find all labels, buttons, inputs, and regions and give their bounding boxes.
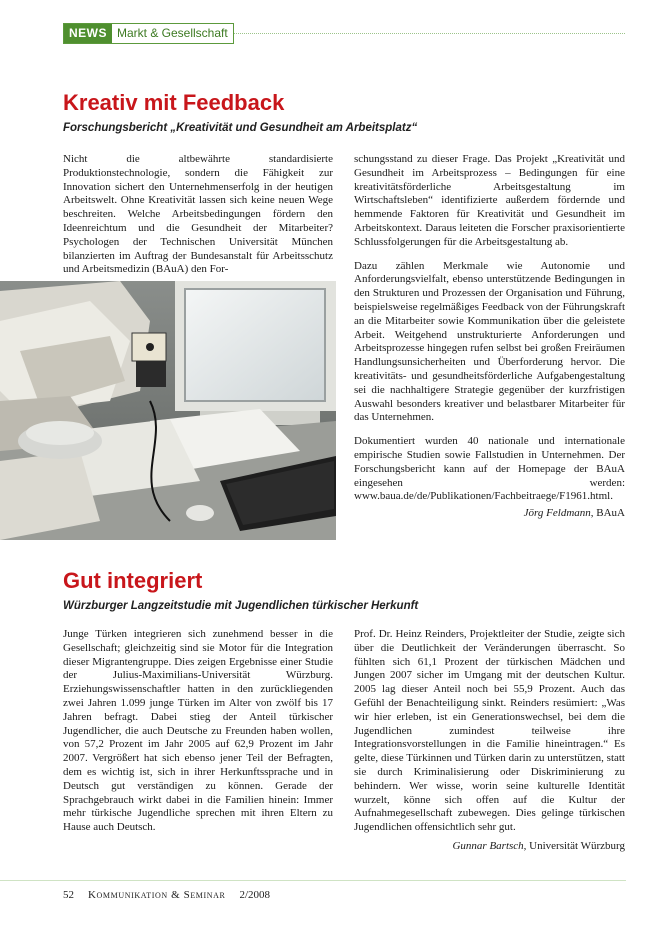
author-org: Universität Würzburg (526, 839, 625, 852)
article1-paragraph: Dokumentiert wurden 40 nationale und internationale empirische Studien sowie Fallstudien in Unternehmen. Der Forschungsbericht kann auf der Homepage der BAuA eingesehen werden: www.baua.de/de/Publikationen/Fachbeitraege/F1961.html. (354, 435, 625, 503)
author-name: Jörg Feldmann (523, 507, 591, 520)
section-label: Markt & Gesellschaft (117, 26, 228, 40)
article2-column-2 (354, 628, 625, 853)
article2-author (354, 839, 625, 853)
article1-column-2 (354, 153, 625, 520)
article2-title: Gut integriert (63, 568, 203, 593)
page-footer (63, 888, 270, 902)
article2-column-1 (63, 628, 333, 845)
article2-paragraph: Junge Türken integrieren sich zunehmend besser in die Gesellschaft; gleichzeitig sind sie Motor für die Integration dieser Migrantengruppe. Dies zeigen Ergebnisse einer Studie der Julius-Maximilians-Universität Würzburg. Erziehungswissenschaftler hatten in den zurückliegenden zwei Jahren 1.099 junge Türken im Alter von zwölf bis 17 Jahren befragt. Dabei stieg der Anteil türkischer Jugendlicher, die auch Deutsche zu Freunden haben wollen, von 57,2 Prozent im Jahr 2005 auf 62,9 Prozent im Jahr 2007. Vergrößert hat sich ebenso jener Teil der Befragten, dem es wichtig ist, sich in ihrer Herkunftssprache und in Deutsch gut verständigen zu können. Gerade der Sprachgebrauch wirkt dabei in die Familien hinein: Immer mehr türkische Jugendliche sprechen mit ihren Eltern zu Hause auch Deutsch. (63, 628, 333, 834)
office-desk-photo (0, 281, 336, 540)
article1-author (354, 506, 625, 520)
author-org: , BAuA (590, 507, 625, 520)
article2-paragraph: Prof. Dr. Heinz Reinders, Projektleiter der Studie, zeigte sich über die Deutlichkeit der Veränderungen überrascht. So fühlten sich 61,1 Prozent der türkischen Mädchen und Jungen 2007 sicher im Umgang mit der deutschen Kultur. 2005 lag dieser Anteil noch bei 55,9 Prozent. Auch das Gefühl der Benachteiligung sinkt. Reinders resümiert: „Was wir hier erleben, ist ein Generationswechsel, bei dem die Jugendlichen zumindest teilweise ihre Integrationsvorstellungen in die Familie hineintragen.“ Es gelte, diese Türkinnen und Türken darin zu unterstützen, statt sie durch Kriminalisierung oder Diskriminierung zu behindern. Wer wisse, worin seine kulturelle Identität wurzelt, könne sich offen auf die Kultur der Aufnahmegesellschaft zubewegen. Dies gelinge türkischen Jugendlichen offensichtlich sehr gut. (354, 628, 625, 834)
article1-title: Kreativ mit Feedback (63, 90, 285, 115)
magazine-name: Kommunikation & Seminar (88, 889, 226, 901)
section-tag (63, 23, 234, 44)
article1-subtitle: Forschungsbericht „Kreativität und Gesundheit am Arbeitsplatz“ (63, 122, 418, 134)
author-name: Gunnar Bartsch, (452, 839, 527, 852)
article1-column-1 (63, 153, 333, 287)
issue-number: 2/2008 (239, 889, 271, 901)
desk-illustration (0, 281, 336, 540)
news-label: NEWS (64, 24, 112, 43)
article2-subtitle: Würzburger Langzeitstudie mit Jugendlichen türkischer Herkunft (63, 600, 419, 612)
footer-rule (0, 880, 626, 881)
article1-paragraph: Dazu zählen Merkmale wie Autonomie und Anforderungsvielfalt, ebenso unterstützende Bedingungen in den Strukturen und Prozessen der Organisation und Führung, beispielsweise regelmäßiges Feedback von der Führungskraft an die Mitarbeiter sowie Kommunikation über die geleistete Arbeit. Weitgehend unstrukturierte Anforderungen und Arbeitsprozesse hingegen rufen selbst bei großen Freiräumen Handlungsunsicherheiten und Überforderung hervor. Die kreativitäts- und gesundheitsförderliche Aufgabengestaltung sei die nachhaltigere Strategie gegenüber der kurzfristigen Auswahl besonders kreativer und belastbarer Mitarbeiter für das Unternehmen. (354, 259, 625, 424)
article1-paragraph: Nicht die altbewährte standardisierte Produktionstechnologie, sondern die Fähigkeit zur Innovation sichert den Unternehmenserfolg in der heutigen Arbeitswelt. Ohne Kreativität lassen sich keine neuen Wege beschreiten. Welche Arbeitsbedingungen fördern den Ideenreichtum und die Gesundheit der Mitarbeiter? Psychologen der Technischen Universität München bilanzierten im Auftrag der Bundesanstalt für Arbeitsschutz und Arbeitsmedizin (BAuA) den For- (63, 153, 333, 276)
article1-paragraph: schungsstand zu dieser Frage. Das Projekt „Kreativität und Gesundheit im Arbeitsprozess – Bedingungen für eine kreativitätsförderliche Arbeitsgestaltung im Wirtschaftsleben“ identifizierte außerdem fördernde und hemmende Faktoren für Kreativität und Gesundheit im Arbeitskontext. Daraus leiteten die Forscher praxisorientierte Schlussfolgerungen für die Arbeitsgestaltung ab. (354, 153, 625, 248)
page-number: 52 (63, 889, 74, 901)
